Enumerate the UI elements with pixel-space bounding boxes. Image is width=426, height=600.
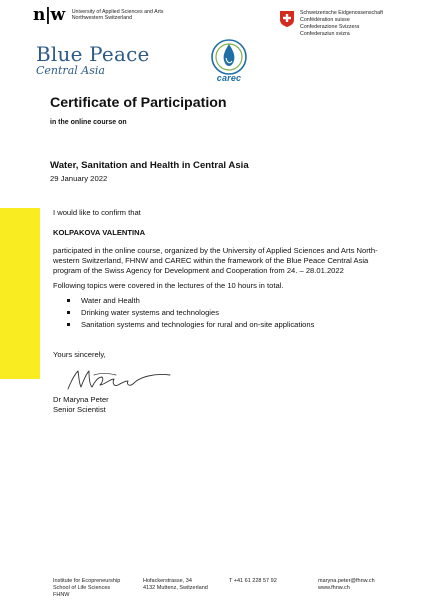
fhnw-name-line-2: Northwestern Switzerland [71,15,133,21]
swiss-name-fr: Confédération suisse [300,17,350,23]
footer-phone [229,578,277,585]
fhnw-name-line-1: University of Applied Sciences and Arts [71,8,164,15]
footer-line: School of Life Sciences [53,584,111,591]
fhnw-logo [33,4,183,26]
swiss-name-de: Schweizerische Eidgenossenschaft [300,10,384,16]
handwritten-signature [64,365,174,395]
blue-peace-title: Blue Peace [36,42,150,66]
bullet-icon [67,311,70,314]
footer-website[interactable]: www.fhnw.ch [318,584,350,591]
footer-line: T +41 61 228 57 92 [229,578,277,584]
closing-text: Yours sincerely, [53,350,106,359]
bullet-icon [67,299,70,302]
footer-line: Institute for Ecopreneurship [53,578,121,584]
blue-peace-logo [36,44,166,84]
topic-label: Drinking water systems and technologies [81,308,220,317]
footer-line: Hofackerstrasse, 34 [143,578,192,584]
swiss-shield-icon [280,11,294,27]
yellow-accent-band [0,208,40,379]
blue-peace-subtitle: Central Asia [36,64,105,77]
course-date: 29 January 2022 [50,174,108,183]
topic-list-item [67,308,219,317]
swiss-confederation-logo [280,10,420,42]
certificate-title: Certificate of Participation [50,95,227,111]
carec-label: carec [216,73,242,83]
participant-name: KOLPAKOVA VALENTINA [53,228,146,237]
footer-address [143,578,208,592]
bullet-icon [67,323,70,326]
confirm-text: I would like to confirm that [53,208,141,217]
swiss-name-it: Confederazione Svizzera [300,24,360,30]
swiss-confederation-names [300,10,383,38]
signer-role: Senior Scientist [53,405,106,414]
carec-logo [200,36,258,86]
course-intro: in the online course on [50,119,127,126]
fhnw-logo-text [72,9,164,21]
footer-line: 4132 Muttenz, Switzerland [143,584,208,591]
body-paragraph-line-1: participated in the online course, organized by the University of Applied Sciences and Arts North- [53,246,378,255]
swiss-name-rm: Confederaziun svizra [300,31,350,37]
footer-contact [318,578,375,592]
footer-line: FHNW [53,591,70,598]
body-paragraph-line-3: program of the Swiss Agency for Development and Cooperation from 24. – 28.01.2022 [53,266,344,275]
fhnw-logo-mark: n|w [33,4,65,25]
footer-institute [53,578,120,598]
footer-email[interactable]: maryna.peter@fhnw.ch [318,578,375,584]
body-paragraph-line-2: western Switzerland, FHNW and CAREC within the framework of the Blue Peace Central Asia [53,256,369,265]
topic-list-item [67,320,314,329]
topic-list-item [67,296,140,305]
course-name: Water, Sanitation and Health in Central Asia [50,160,249,171]
topic-label: Water and Health [81,296,140,305]
topics-intro: Following topics were covered in the lectures of the 10 hours in total. [53,281,284,290]
topic-label: Sanitation systems and technologies for rural and on-site applications [81,320,315,329]
signer-name: Dr Maryna Peter [53,395,109,404]
